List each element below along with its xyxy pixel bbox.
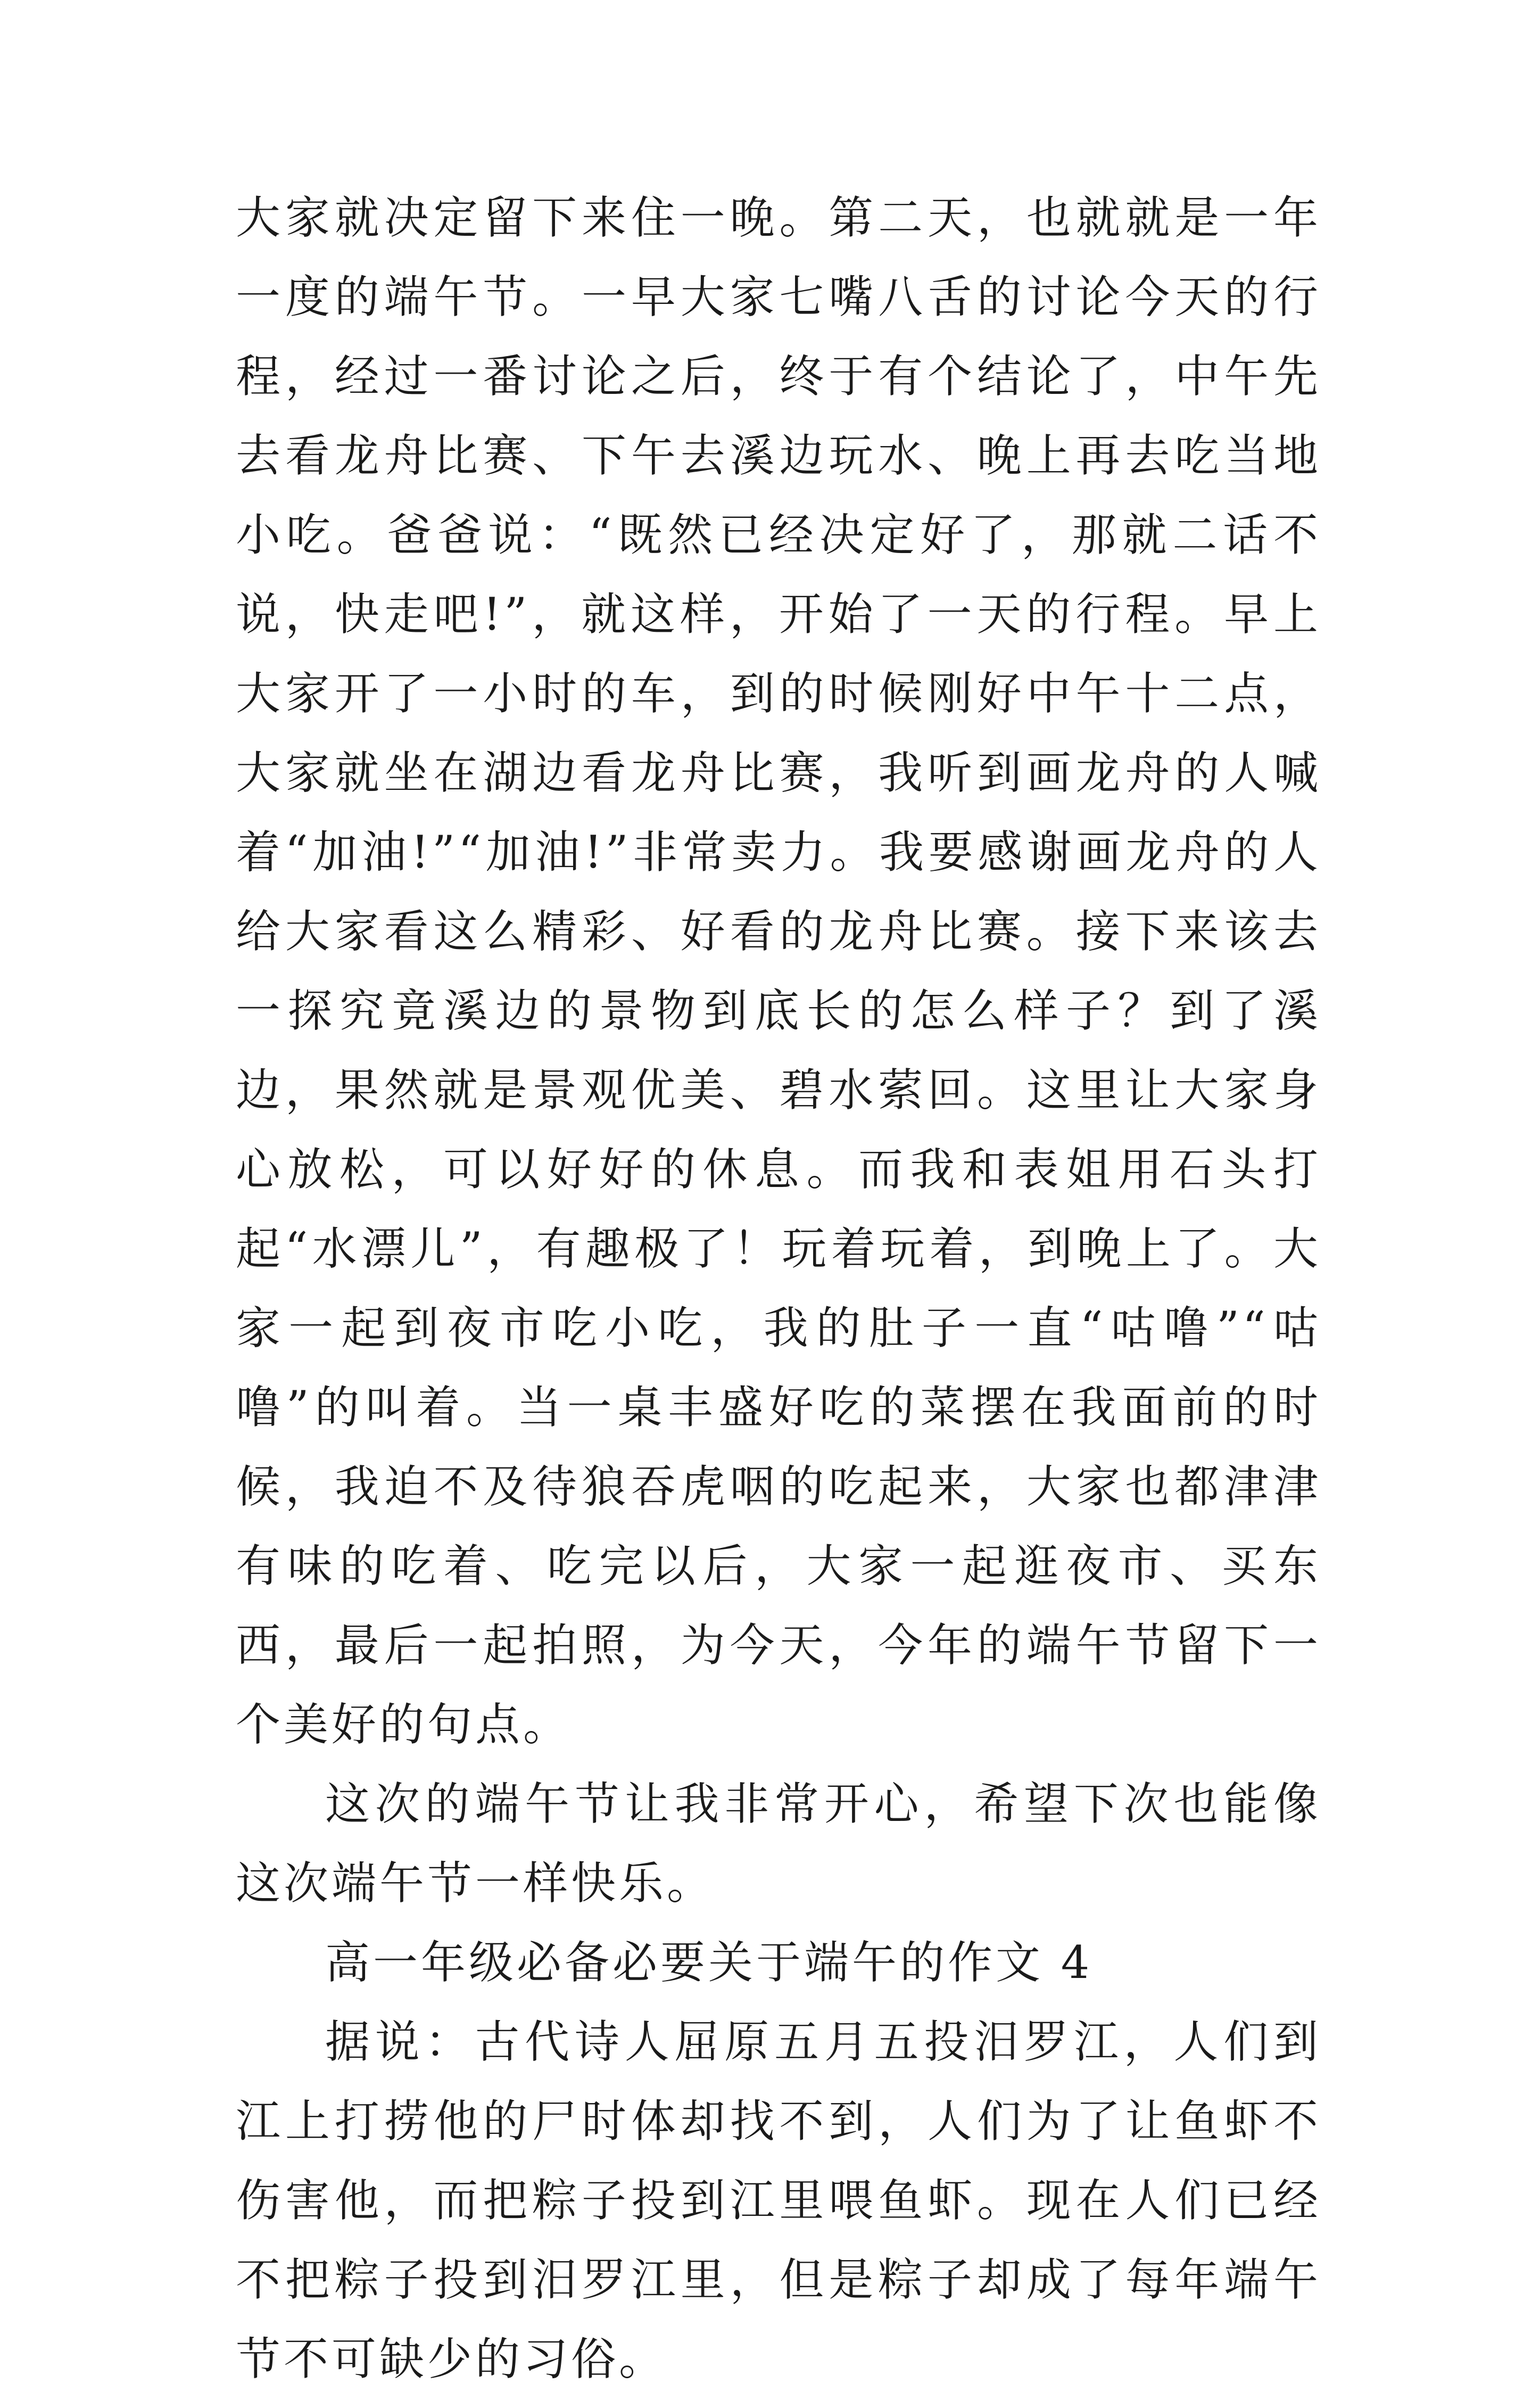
paragraph-conclusion: 这次的端午节让我非常开心，希望下次也能像这次端午节一样快乐。	[236, 1778, 1321, 1909]
essay-heading: 高一年级必备必要关于端午的作文 4	[325, 1936, 1093, 1989]
paragraph-qu-yuan-legend: 据说：古代诗人屈原五月五投汨罗江，人们到江上打捞他的尸时体却找不到，人们为了让鱼虾不伤害他，而把粽子投到江里喂鱼虾。现在人们已经不把粽子投到汨罗江里，但是粽子却成了每年端午节不可缺少的习俗。	[236, 2016, 1321, 2385]
paragraph-festival-day: 大家就决定留下来住一晚。第二天，也就就是一年一度的端午节。一早大家七嘴八舌的讨论今天的行程，经过一番讨论之后，终于有个结论了，中午先去看龙舟比赛、下午去溪边玩水、晚上再去吃当地小吃。爸爸说：“既然已经决定好了，那就二话不说，快走吧!”，就这样，开始了一天的行程。早上大家开了一小时的车，到的时候刚好中午十二点，大家就坐在湖边看龙舟比赛，我听到画龙舟的人喊着“加油!”“加油!”非常卖力。我要感谢画龙舟的人给大家看这么精彩、好看的龙舟比赛。接下来该去一探究竟溪边的景物到底长的怎么样子？到了溪边，果然就是景观优美、碧水萦回。这里让大家身心放松，可以好好的休息。而我和表姐用石头打起“水漂儿”，有趣极了！玩着玩着，到晚上了。大家一起到夜市吃小吃，我的肚子一直“咕噜”“咕噜”的叫着。当一桌丰盛好吃的菜摆在我面前的时候，我迫不及待狼吞虎咽的吃起来，大家也都津津有味的吃着、吃完以后，大家一起逛夜市、买东西，最后一起拍照，为今天，今年的端午节留下一个美好的句点。	[236, 192, 1321, 1751]
document-body	[236, 178, 1321, 2399]
